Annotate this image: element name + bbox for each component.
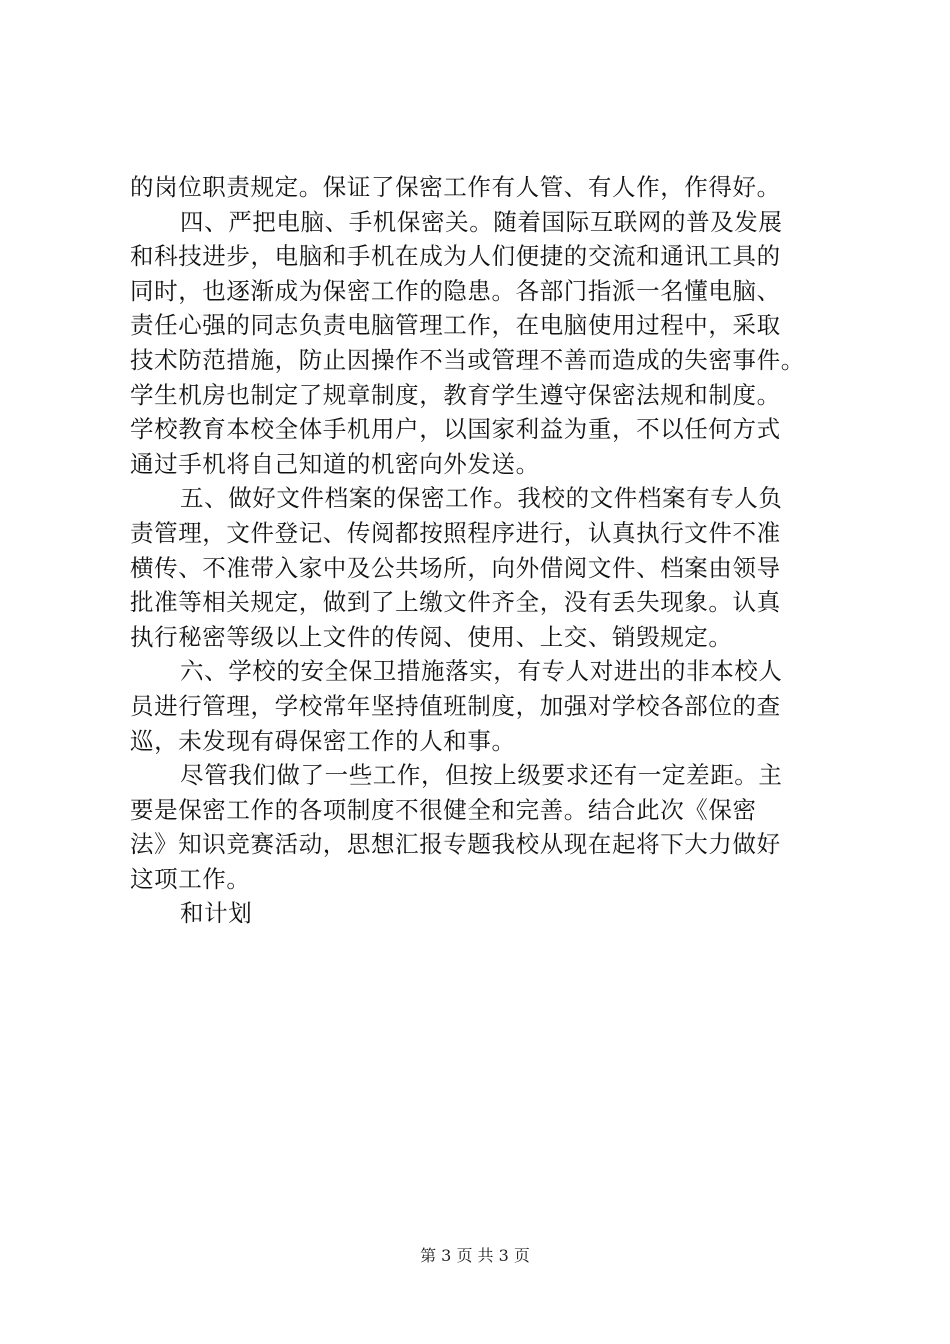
text-line: 责管理，文件登记、传阅都按照程序进行，认真执行文件不准 bbox=[130, 518, 781, 547]
page-number-footer: 第 3 页 共 3 页 bbox=[420, 1246, 530, 1265]
text-line: 学生机房也制定了规章制度，教育学生遵守保密法规和制度。 bbox=[130, 380, 781, 409]
text-line: 横传、不准带入家中及公共场所，向外借阅文件、档案由领导 bbox=[130, 553, 781, 582]
text-line: 责任心强的同志负责电脑管理工作，在电脑使用过程中，采取 bbox=[130, 311, 781, 340]
text-line: 的岗位职责规定。保证了保密工作有人管、有人作，作得好。 bbox=[130, 173, 781, 201]
text-line: 员进行管理，学校常年坚持值班制度，加强对学校各部位的查 bbox=[130, 691, 781, 720]
text-line: 执行秘密等级以上文件的传阅、使用、上交、销毁规定。 bbox=[130, 622, 733, 651]
paragraph-six-start: 六、学校的安全保卫措施落实，有专人对进出的非本校人 bbox=[180, 657, 783, 686]
text-line: 和科技进步，电脑和手机在成为人们便捷的交流和通讯工具的 bbox=[130, 242, 781, 271]
text-line: 巡，未发现有碍保密工作的人和事。 bbox=[130, 726, 516, 755]
document-body bbox=[130, 170, 830, 931]
trailing-text: 和计划 bbox=[180, 899, 253, 928]
paragraph-conclusion-start: 尽管我们做了一些工作，但按上级要求还有一定差距。主 bbox=[180, 761, 783, 790]
paragraph-five-start: 五、做好文件档案的保密工作。我校的文件档案有专人负 bbox=[180, 484, 783, 513]
text-line: 技术防范措施，防止因操作不当或管理不善而造成的失密事件。 bbox=[130, 345, 805, 374]
text-line: 批准等相关规定，做到了上缴文件齐全，没有丢失现象。认真 bbox=[130, 588, 781, 617]
text-line: 要是保密工作的各项制度不很健全和完善。结合此次《保密 bbox=[130, 795, 757, 824]
text-line: 同时，也逐渐成为保密工作的隐患。各部门指派一名懂电脑、 bbox=[130, 276, 781, 305]
text-line: 这项工作。 bbox=[130, 864, 251, 893]
text-line: 学校教育本校全体手机用户，以国家利益为重，不以任何方式 bbox=[130, 415, 781, 444]
paragraph-four-start: 四、严把电脑、手机保密关。随着国际互联网的普及发展 bbox=[180, 207, 783, 236]
text-line: 法》知识竞赛活动，思想汇报专题我校从现在起将下大力做好 bbox=[130, 830, 781, 859]
text-line: 通过手机将自己知道的机密向外发送。 bbox=[130, 449, 540, 478]
